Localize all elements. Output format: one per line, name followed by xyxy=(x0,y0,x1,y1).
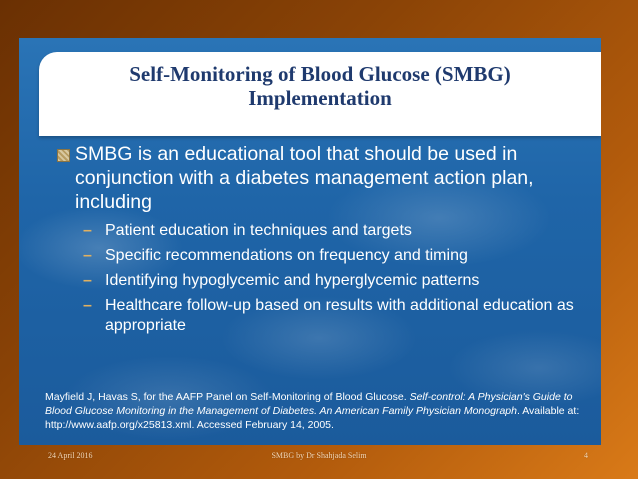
footer-date: 24 April 2016 xyxy=(48,451,93,460)
main-bullet-text: SMBG is an educational tool that should be used in conjunction with a diabetes management action plan, including xyxy=(75,143,534,213)
sub-bullet-text: Patient education in techniques and targets xyxy=(105,222,412,239)
citation-availability: . Available at: http://www.aafp.org/x25813.xml. Accessed February 14, 2005. xyxy=(45,405,580,431)
sub-bullet xyxy=(83,221,583,241)
footer-author: SMBG by Dr Shahjada Selim xyxy=(271,451,367,460)
sub-bullet-list xyxy=(83,221,583,341)
sub-bullet xyxy=(83,246,583,266)
dash-bullet-icon: – xyxy=(83,297,92,314)
title-line-2: Implementation xyxy=(248,86,392,110)
main-bullet xyxy=(57,142,587,214)
citation-authors: Mayfield J, Havas S, for the AAFP Panel on Self-Monitoring of Blood Glucose. xyxy=(45,391,410,403)
slide-title xyxy=(39,62,601,110)
dash-bullet-icon: – xyxy=(83,272,92,289)
citation xyxy=(45,390,585,432)
sub-bullet-text: Specific recommendations on frequency and timing xyxy=(105,247,468,264)
title-line-1: Self-Monitoring of Blood Glucose (SMBG) xyxy=(129,62,511,86)
square-bullet-icon xyxy=(57,149,70,162)
sub-bullet xyxy=(83,271,583,291)
sub-bullet xyxy=(83,296,583,336)
slide xyxy=(19,38,601,445)
citation-book-title: Self-control: A Physician's Guide to Blood Glucose Monitoring in the Management of Diabetes. An American Family Physician Monograph xyxy=(45,391,573,417)
footer-page-number: 4 xyxy=(584,451,588,460)
sub-bullet-text: Identifying hypoglycemic and hyperglycemic patterns xyxy=(105,272,480,289)
dash-bullet-icon: – xyxy=(83,222,92,239)
sub-bullet-text: Healthcare follow-up based on results with additional education as appropriate xyxy=(105,297,574,334)
dash-bullet-icon: – xyxy=(83,247,92,264)
